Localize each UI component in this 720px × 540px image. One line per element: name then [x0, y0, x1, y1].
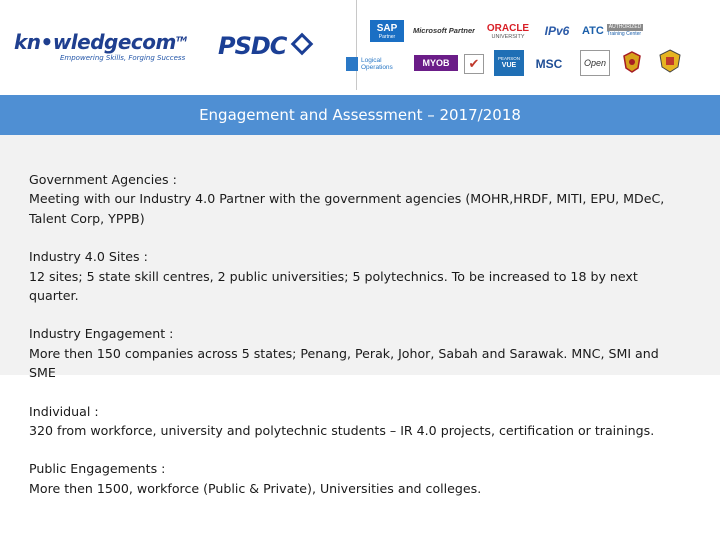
ministry-emblem — [650, 48, 690, 74]
pearson-vue-logo: PEARSON VUE — [494, 50, 524, 76]
section-heading: Public Engagements : — [29, 461, 166, 477]
logical-operations-icon — [346, 57, 358, 71]
knowledgecom-trademark: TM — [175, 35, 187, 44]
atc-authorized-training-center-logo: ATC AUTHORIZED Training Center — [582, 24, 642, 37]
ipv6-logo: IPv6 — [544, 24, 570, 38]
section-heading: Individual : — [29, 403, 99, 419]
ministry-crest-icon — [657, 48, 683, 74]
jata-negara-emblem — [622, 50, 642, 74]
sap-logo: SAP Partner — [370, 20, 404, 42]
logical-operations-logo: Logical Operations — [346, 54, 408, 74]
psdc-emblem-icon — [291, 33, 314, 56]
title-bar — [0, 95, 720, 135]
section-body: 12 sites; 5 state skill centres, 2 public universities; 5 polytechnics. To be increased to 18 by next quarter. — [29, 268, 638, 304]
header — [0, 0, 720, 92]
section-body: More then 1500, workforce (Public & Private), Universities and colleges. — [29, 480, 482, 496]
knowledgecom-wordmark: kn•wledgecom — [14, 30, 176, 54]
section-public-engagements — [29, 459, 689, 498]
section-government-agencies — [29, 170, 689, 228]
section-industry-engagement — [29, 324, 689, 382]
section-body: 320 from workforce, university and polytechnic students – IR 4.0 projects, certification or trainings. — [29, 423, 655, 439]
crest-icon — [622, 50, 642, 74]
myob-logo: MYOB — [414, 55, 458, 71]
section-individual — [29, 402, 689, 441]
section-industry-sites — [29, 247, 689, 305]
header-divider — [356, 0, 357, 90]
knowledgecom-logo — [10, 28, 210, 68]
section-heading: Government Agencies : — [29, 172, 177, 187]
oracle-university-logo: ORACLE UNIVERSITY — [486, 22, 530, 40]
psdc-wordmark: PSDC — [218, 32, 287, 60]
psdc-logo — [218, 30, 318, 62]
msc-logo: MSC — [535, 57, 563, 71]
check-icon: ✔ — [464, 54, 484, 74]
section-body: More then 150 companies across 5 states; Penang, Perak, Johor, Sabah and Sarawak. MNC, SMI and SME — [29, 345, 659, 381]
section-heading: Industry 4.0 Sites : — [29, 249, 148, 265]
section-body: Meeting with our Industry 4.0 Partner with the government agencies (MOHR,HRDF, MITI, EPU, MDeC, Talent Corp, YPPB) — [29, 191, 665, 226]
open-university-logo: Open — [580, 50, 610, 76]
microsoft-partner-logo: Microsoft Partner — [413, 25, 475, 35]
section-heading: Industry Engagement : — [29, 326, 174, 342]
page-title: Engagement and Assessment – 2017/2018 — [199, 106, 521, 124]
knowledgecom-tagline: Empowering Skills, Forging Success — [60, 54, 186, 62]
content — [29, 170, 689, 517]
